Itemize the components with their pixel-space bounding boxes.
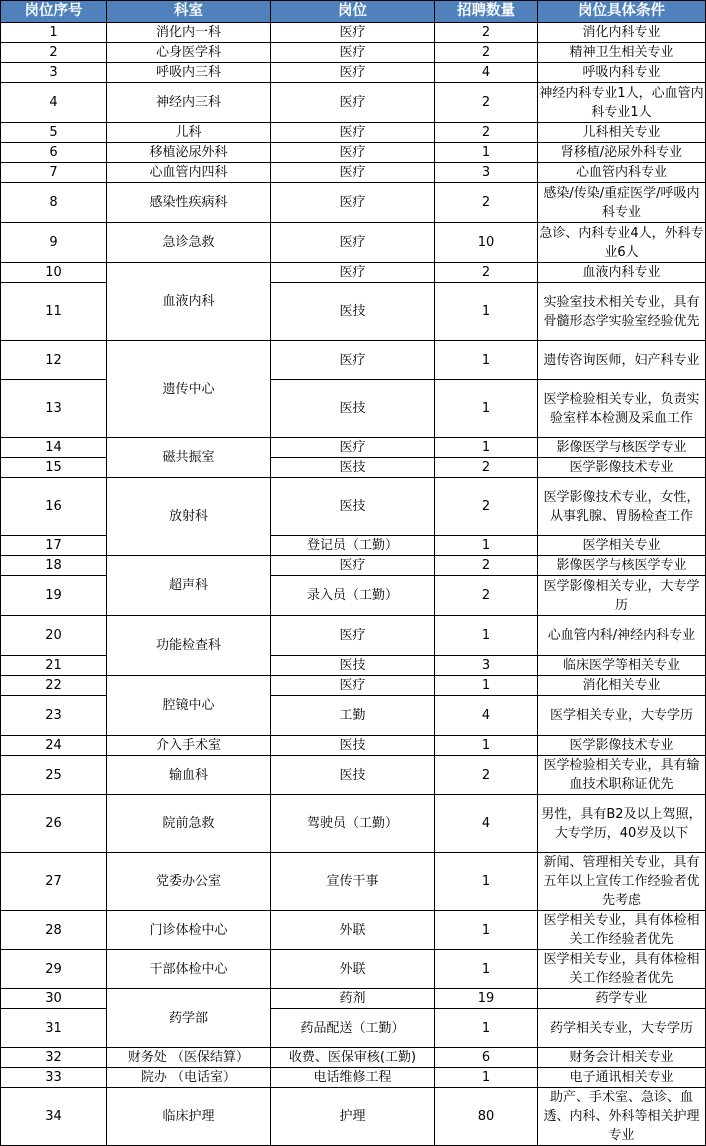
cell-dept: 院办 （电话室） xyxy=(107,1068,271,1088)
cell-dept: 药学部 xyxy=(107,989,271,1048)
cell-count: 4 xyxy=(435,696,538,736)
cell-conditions: 血液内科专业 xyxy=(538,263,706,283)
cell-dept: 党委办公室 xyxy=(107,853,271,911)
cell-conditions: 医学影像技术专业 xyxy=(538,458,706,478)
cell-no: 28 xyxy=(1,911,107,950)
header-count: 招聘数量 xyxy=(435,1,538,23)
cell-post: 宣传干事 xyxy=(271,853,435,911)
cell-post: 医技 xyxy=(271,380,435,438)
cell-dept: 干部体检中心 xyxy=(107,950,271,989)
table-row xyxy=(1,1009,706,1048)
cell-dept: 心身医学科 xyxy=(107,43,271,63)
cell-no: 8 xyxy=(1,183,107,223)
cell-no: 20 xyxy=(1,616,107,656)
cell-no: 25 xyxy=(1,756,107,795)
cell-no: 32 xyxy=(1,1048,107,1068)
cell-count: 4 xyxy=(435,63,538,83)
table-row xyxy=(1,950,706,989)
table-row xyxy=(1,123,706,143)
cell-dept: 感染性疾病科 xyxy=(107,183,271,223)
cell-no: 23 xyxy=(1,696,107,736)
cell-count: 2 xyxy=(435,458,538,478)
cell-conditions: 急诊、内科专业4人，外科专业6人 xyxy=(538,223,706,263)
cell-conditions: 医学影像技术专业，女性，从事乳腺、胃肠检查工作 xyxy=(538,478,706,536)
table-row xyxy=(1,911,706,950)
cell-conditions: 助产、手术室、急诊、血透、内科、外科等相关护理专业 xyxy=(538,1088,706,1146)
cell-dept: 呼吸内三科 xyxy=(107,63,271,83)
cell-dept: 磁共振室 xyxy=(107,438,271,478)
cell-dept: 放射科 xyxy=(107,478,271,556)
cell-conditions: 儿科相关专业 xyxy=(538,123,706,143)
cell-dept: 神经内三科 xyxy=(107,83,271,123)
table-row xyxy=(1,1068,706,1088)
cell-post: 医技 xyxy=(271,478,435,536)
header-dept: 科室 xyxy=(107,1,271,23)
cell-post: 医疗 xyxy=(271,143,435,163)
header-row xyxy=(1,1,706,23)
cell-conditions: 医学相关专业 xyxy=(538,536,706,556)
cell-no: 30 xyxy=(1,989,107,1009)
cell-dept: 临床护理 xyxy=(107,1088,271,1146)
cell-post: 外联 xyxy=(271,950,435,989)
cell-no: 12 xyxy=(1,341,107,380)
cell-no: 13 xyxy=(1,380,107,438)
cell-dept: 移植泌尿外科 xyxy=(107,143,271,163)
cell-post: 工勤 xyxy=(271,696,435,736)
cell-no: 6 xyxy=(1,143,107,163)
cell-conditions: 医学影像相关专业，大专学历 xyxy=(538,576,706,616)
cell-conditions: 医学相关专业，具有体检相关工作经验者优先 xyxy=(538,950,706,989)
cell-no: 5 xyxy=(1,123,107,143)
table-row xyxy=(1,795,706,853)
cell-post: 登记员（工勤） xyxy=(271,536,435,556)
cell-conditions: 心血管内科/神经内科专业 xyxy=(538,616,706,656)
cell-conditions: 医学相关专业，具有体检相关工作经验者优先 xyxy=(538,911,706,950)
cell-dept: 介入手术室 xyxy=(107,736,271,756)
table-row xyxy=(1,183,706,223)
cell-conditions: 影像医学与核医学专业 xyxy=(538,556,706,576)
cell-count: 10 xyxy=(435,223,538,263)
table-row xyxy=(1,163,706,183)
table-row xyxy=(1,676,706,696)
cell-conditions: 影像医学与核医学专业 xyxy=(538,438,706,458)
cell-count: 2 xyxy=(435,43,538,63)
cell-post: 录入员（工勤） xyxy=(271,576,435,616)
table-row xyxy=(1,853,706,911)
cell-post: 医疗 xyxy=(271,438,435,458)
cell-count: 3 xyxy=(435,163,538,183)
cell-post: 医技 xyxy=(271,736,435,756)
cell-post: 医疗 xyxy=(271,676,435,696)
table-row xyxy=(1,736,706,756)
cell-conditions: 医学相关专业，大专学历 xyxy=(538,696,706,736)
cell-count: 1 xyxy=(435,283,538,341)
cell-count: 1 xyxy=(435,736,538,756)
cell-no: 21 xyxy=(1,656,107,676)
cell-post: 医疗 xyxy=(271,123,435,143)
cell-conditions: 医学影像技术专业 xyxy=(538,736,706,756)
cell-post: 医疗 xyxy=(271,616,435,656)
cell-dept: 遗传中心 xyxy=(107,341,271,438)
cell-no: 24 xyxy=(1,736,107,756)
cell-count: 80 xyxy=(435,1088,538,1146)
cell-post: 电话维修工程 xyxy=(271,1068,435,1088)
table-row xyxy=(1,656,706,676)
cell-no: 4 xyxy=(1,83,107,123)
cell-conditions: 肾移植/泌尿外科专业 xyxy=(538,143,706,163)
cell-no: 14 xyxy=(1,438,107,458)
cell-count: 1 xyxy=(435,853,538,911)
cell-count: 2 xyxy=(435,123,538,143)
cell-post: 驾驶员（工勤） xyxy=(271,795,435,853)
table-row xyxy=(1,23,706,43)
cell-no: 9 xyxy=(1,223,107,263)
table-row xyxy=(1,478,706,536)
cell-conditions: 心血管内科专业 xyxy=(538,163,706,183)
cell-dept: 门诊体检中心 xyxy=(107,911,271,950)
cell-count: 1 xyxy=(435,616,538,656)
cell-no: 27 xyxy=(1,853,107,911)
cell-no: 19 xyxy=(1,576,107,616)
table-row xyxy=(1,1048,706,1068)
cell-post: 医疗 xyxy=(271,556,435,576)
cell-post: 医疗 xyxy=(271,23,435,43)
cell-post: 药剂 xyxy=(271,989,435,1009)
cell-no: 2 xyxy=(1,43,107,63)
cell-conditions: 精神卫生相关专业 xyxy=(538,43,706,63)
cell-post: 医疗 xyxy=(271,341,435,380)
cell-no: 17 xyxy=(1,536,107,556)
cell-no: 18 xyxy=(1,556,107,576)
table-row xyxy=(1,536,706,556)
cell-count: 1 xyxy=(435,1068,538,1088)
cell-post: 医疗 xyxy=(271,263,435,283)
cell-post: 收费、医保审核(工勤) xyxy=(271,1048,435,1068)
cell-count: 1 xyxy=(435,341,538,380)
cell-no: 31 xyxy=(1,1009,107,1048)
cell-count: 1 xyxy=(435,143,538,163)
table-row xyxy=(1,223,706,263)
cell-conditions: 财务会计相关专业 xyxy=(538,1048,706,1068)
table-row xyxy=(1,438,706,458)
cell-count: 4 xyxy=(435,795,538,853)
header-conditions: 岗位具体条件 xyxy=(538,1,706,23)
table-row xyxy=(1,341,706,380)
cell-dept: 院前急救 xyxy=(107,795,271,853)
table-row xyxy=(1,458,706,478)
table-row xyxy=(1,756,706,795)
cell-post: 医技 xyxy=(271,458,435,478)
cell-count: 2 xyxy=(435,478,538,536)
cell-no: 33 xyxy=(1,1068,107,1088)
cell-conditions: 感染/传染/重症医学/呼吸内科专业 xyxy=(538,183,706,223)
cell-conditions: 遗传咨询医师，妇产科专业 xyxy=(538,341,706,380)
cell-dept: 消化内一科 xyxy=(107,23,271,43)
cell-dept: 超声科 xyxy=(107,556,271,616)
cell-post: 医技 xyxy=(271,283,435,341)
table-row xyxy=(1,696,706,736)
cell-post: 医技 xyxy=(271,656,435,676)
cell-conditions: 电子通讯相关专业 xyxy=(538,1068,706,1088)
cell-dept: 腔镜中心 xyxy=(107,676,271,736)
cell-count: 1 xyxy=(435,1009,538,1048)
cell-conditions: 医学检验相关专业，具有输血技术职称证优先 xyxy=(538,756,706,795)
table-row xyxy=(1,616,706,656)
cell-post: 医疗 xyxy=(271,163,435,183)
table-row xyxy=(1,380,706,438)
cell-conditions: 神经内科专业1人，心血管内科专业1人 xyxy=(538,83,706,123)
cell-count: 1 xyxy=(435,536,538,556)
cell-dept: 输血科 xyxy=(107,756,271,795)
cell-count: 2 xyxy=(435,556,538,576)
cell-no: 3 xyxy=(1,63,107,83)
cell-no: 7 xyxy=(1,163,107,183)
cell-post: 医疗 xyxy=(271,183,435,223)
header-no: 岗位序号 xyxy=(1,1,107,23)
cell-post: 医疗 xyxy=(271,63,435,83)
cell-dept: 财务处 （医保结算） xyxy=(107,1048,271,1068)
cell-no: 26 xyxy=(1,795,107,853)
cell-count: 1 xyxy=(435,676,538,696)
table-row xyxy=(1,63,706,83)
cell-count: 2 xyxy=(435,183,538,223)
cell-count: 1 xyxy=(435,950,538,989)
table-row xyxy=(1,1088,706,1146)
cell-conditions: 医学检验相关专业，负责实验室样本检测及采血工作 xyxy=(538,380,706,438)
cell-dept: 功能检查科 xyxy=(107,616,271,676)
cell-no: 16 xyxy=(1,478,107,536)
cell-dept: 血液内科 xyxy=(107,263,271,341)
cell-conditions: 男性，具有B2及以上驾照，大专学历，40岁及以下 xyxy=(538,795,706,853)
cell-no: 10 xyxy=(1,263,107,283)
cell-count: 1 xyxy=(435,911,538,950)
table-row xyxy=(1,263,706,283)
cell-post: 药品配送（工勤） xyxy=(271,1009,435,1048)
cell-post: 护理 xyxy=(271,1088,435,1146)
cell-conditions: 实验室技术相关专业，具有骨髓形态学实验室经验优先 xyxy=(538,283,706,341)
cell-count: 2 xyxy=(435,576,538,616)
cell-conditions: 新闻、管理相关专业，具有五年以上宣传工作经验者优先考虑 xyxy=(538,853,706,911)
cell-post: 外联 xyxy=(271,911,435,950)
header-post: 岗位 xyxy=(271,1,435,23)
cell-count: 2 xyxy=(435,756,538,795)
table-row xyxy=(1,556,706,576)
table-row xyxy=(1,576,706,616)
cell-no: 1 xyxy=(1,23,107,43)
cell-post: 医疗 xyxy=(271,223,435,263)
cell-dept: 心血管内四科 xyxy=(107,163,271,183)
cell-conditions: 药学相关专业，大专学历 xyxy=(538,1009,706,1048)
cell-conditions: 药学专业 xyxy=(538,989,706,1009)
cell-conditions: 临床医学等相关专业 xyxy=(538,656,706,676)
table-row xyxy=(1,83,706,123)
cell-no: 22 xyxy=(1,676,107,696)
cell-count: 19 xyxy=(435,989,538,1009)
cell-no: 29 xyxy=(1,950,107,989)
cell-post: 医疗 xyxy=(271,83,435,123)
cell-post: 医技 xyxy=(271,756,435,795)
cell-no: 15 xyxy=(1,458,107,478)
cell-count: 2 xyxy=(435,83,538,123)
table-row xyxy=(1,989,706,1009)
cell-conditions: 消化相关专业 xyxy=(538,676,706,696)
cell-conditions: 呼吸内科专业 xyxy=(538,63,706,83)
cell-dept: 急诊急救 xyxy=(107,223,271,263)
table-row xyxy=(1,143,706,163)
cell-count: 2 xyxy=(435,263,538,283)
table-row xyxy=(1,43,706,63)
cell-count: 1 xyxy=(435,380,538,438)
cell-conditions: 消化内科专业 xyxy=(538,23,706,43)
cell-no: 11 xyxy=(1,283,107,341)
cell-count: 3 xyxy=(435,656,538,676)
table-row xyxy=(1,283,706,341)
cell-count: 2 xyxy=(435,23,538,43)
cell-count: 6 xyxy=(435,1048,538,1068)
cell-count: 1 xyxy=(435,438,538,458)
cell-post: 医疗 xyxy=(271,43,435,63)
cell-dept: 儿科 xyxy=(107,123,271,143)
cell-no: 34 xyxy=(1,1088,107,1146)
